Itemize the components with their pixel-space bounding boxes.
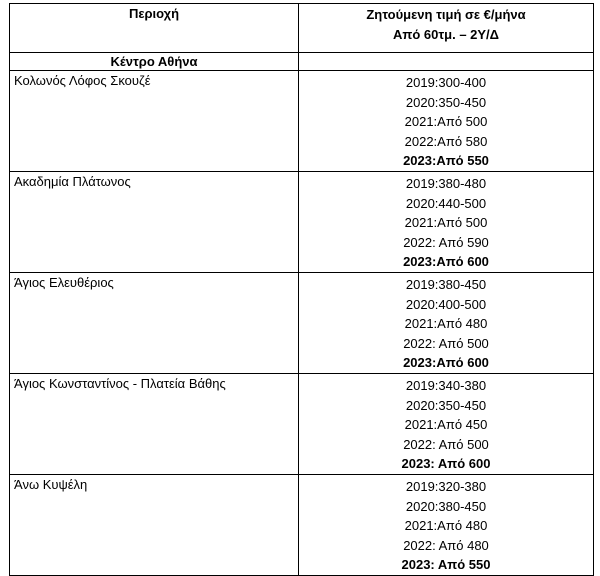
table-row xyxy=(10,172,594,273)
price-2022: 2022: Από 500 xyxy=(403,436,489,452)
price-2023: 2023:Από 600 xyxy=(403,254,489,270)
price-2021: 2021:Από 450 xyxy=(404,417,488,433)
price-2022: 2022: Από 480 xyxy=(403,537,489,553)
price-2020: 2020:350-450 xyxy=(405,397,487,413)
price-2019: 2019:300-400 xyxy=(405,75,487,90)
price-2022: 2022:Από 580 xyxy=(404,133,488,149)
area-name: Άνω Κυψέλη xyxy=(10,475,299,576)
price-2019: 2019:320-380 xyxy=(405,479,487,494)
area-name: Ακαδημία Πλάτωνος xyxy=(10,172,299,273)
area-name: Άγιος Ελευθέριος xyxy=(10,273,299,374)
area-prices xyxy=(299,71,594,172)
table-row xyxy=(10,71,594,172)
table-row xyxy=(10,475,594,576)
section-row xyxy=(10,53,594,71)
table-header-row xyxy=(10,4,594,53)
price-2021: 2021:Από 480 xyxy=(404,518,488,534)
section-title-label: Κέντρο Αθήνα xyxy=(110,54,198,69)
price-2020: 2020:400-500 xyxy=(405,296,487,312)
area-prices xyxy=(299,273,594,374)
price-2023: 2023:Από 550 xyxy=(403,153,489,169)
area-name: Κολωνός Λόφος Σκουζέ xyxy=(10,71,299,172)
area-prices xyxy=(299,374,594,475)
price-2021: 2021:Από 500 xyxy=(404,114,488,130)
section-empty-cell xyxy=(299,53,594,71)
price-2021: 2021:Από 500 xyxy=(404,215,488,231)
area-name: Άγιος Κωνσταντίνος - Πλατεία Βάθης xyxy=(10,374,299,475)
table-row xyxy=(10,374,594,475)
price-2021: 2021:Από 480 xyxy=(404,316,488,332)
price-2022: 2022: Από 590 xyxy=(403,234,489,250)
price-2023: 2023:Από 600 xyxy=(403,355,489,371)
header-price-line2: Από 60τμ. – 2Υ/Δ xyxy=(392,26,500,42)
price-2020: 2020:350-450 xyxy=(405,94,487,110)
header-price xyxy=(299,4,594,53)
header-area-label: Περιοχή xyxy=(128,6,180,21)
header-price-line1: Ζητούμενη τιμή σε €/μήνα xyxy=(366,7,526,22)
area-prices xyxy=(299,172,594,273)
area-prices xyxy=(299,475,594,576)
price-2019: 2019:380-480 xyxy=(405,176,487,191)
header-area xyxy=(10,4,299,53)
price-2023: 2023: Από 600 xyxy=(401,456,491,472)
section-title xyxy=(10,53,299,71)
price-2019: 2019:340-380 xyxy=(405,378,487,393)
price-2020: 2020:380-450 xyxy=(405,498,487,514)
price-2022: 2022: Από 500 xyxy=(403,335,489,351)
price-2023: 2023: Από 550 xyxy=(401,557,491,573)
price-2020: 2020:440-500 xyxy=(405,195,487,211)
price-2019: 2019:380-450 xyxy=(405,277,487,292)
rent-price-table xyxy=(9,3,594,576)
table-row xyxy=(10,273,594,374)
